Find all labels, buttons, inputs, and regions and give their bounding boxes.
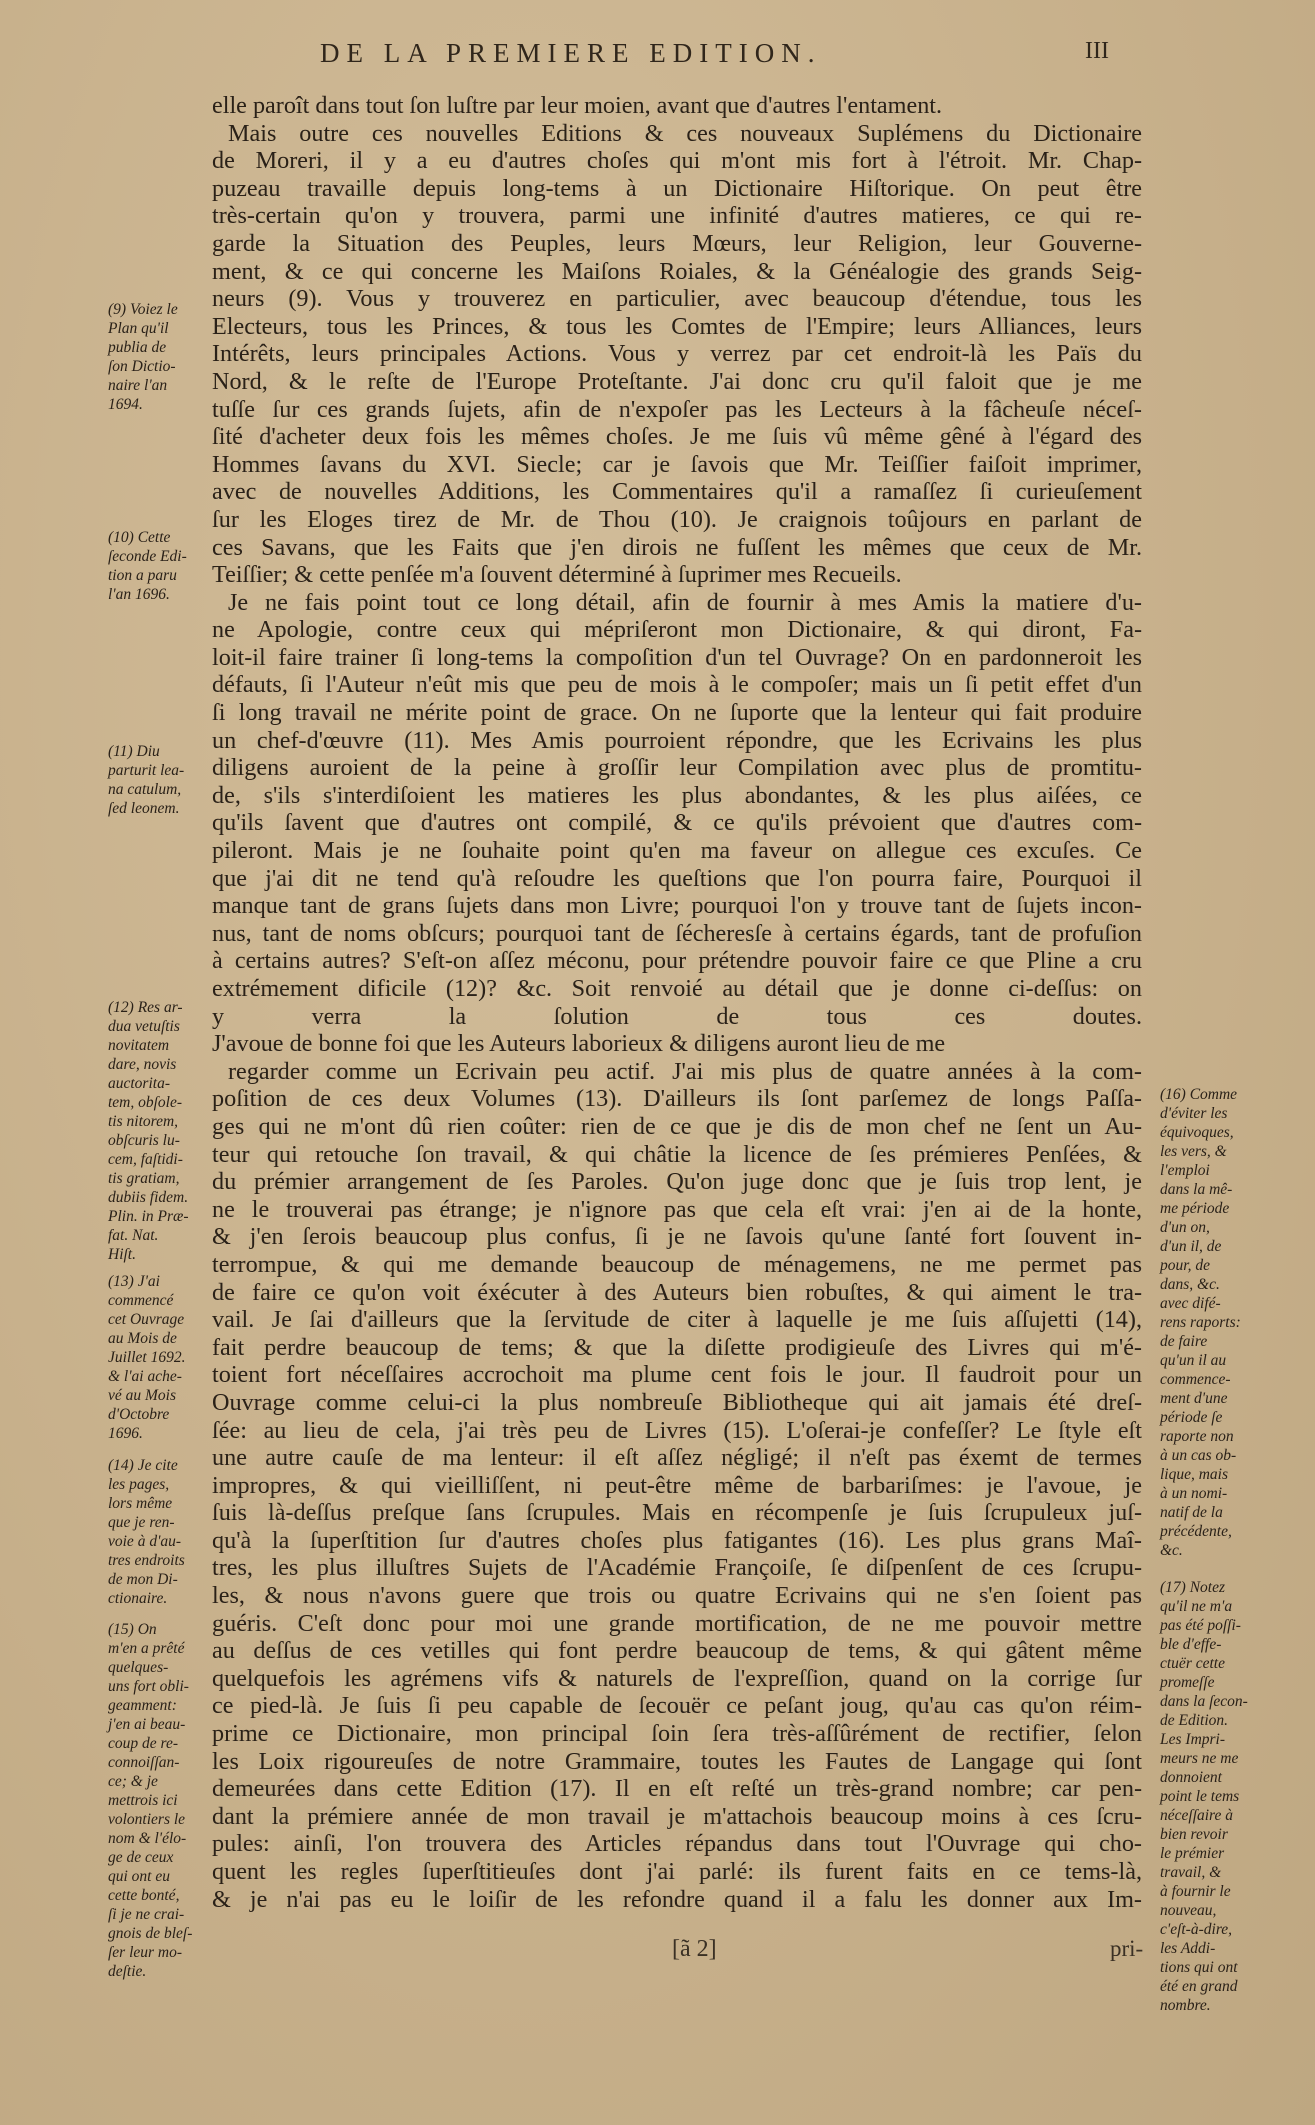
text-line: ſi long travail ne mérite point de grace. On ne ſuporte que la lenteur qui fait produire [212, 699, 1142, 727]
signature-mark: [ã 2] [672, 1936, 717, 1962]
text-line: neurs (9). Vous y trouverez en particulier, avec beaucoup d'étendue, tous les [212, 285, 1142, 313]
text-line: poſition de ces deux Volumes (13). D'ailleurs ils ſont parſemez de longs Paſſa- [212, 1085, 1142, 1113]
margin-note-line: (13) J'ai [108, 1273, 160, 1290]
margin-note-line: lique, mais [1160, 1466, 1229, 1483]
text-line: & j'en ſerois beaucoup plus confus, ſi je ne ſavois qu'une ſanté fort ſouvent in- [212, 1223, 1142, 1251]
margin-note-line: publia de [108, 339, 167, 356]
text-line: ne Apologie, contre ceux qui mépriſeront mon Dictionaire, & qui diront, Fa- [212, 616, 1142, 644]
margin-note-line: deſtie. [108, 1963, 147, 1980]
margin-note-line: d'Octobre [108, 1406, 170, 1423]
margin-note-line: (11) Diu [108, 743, 160, 760]
margin-note-line: 1694. [108, 396, 143, 413]
text-line: guéris. C'eſt donc pour moi une grande mortification, de ne me pouvoir mettre [212, 1609, 1142, 1637]
margin-note-line: ctuër cette [1160, 1655, 1225, 1672]
text-line: prime ce Dictionaire, mon principal ſoin ſera très-aſſûrément de rectifier, ſelon [212, 1720, 1142, 1748]
margin-note-line: & l'ai ache- [108, 1368, 182, 1385]
main-text-block [212, 92, 1142, 1913]
margin-note-line: cette bonté, [108, 1887, 180, 1904]
margin-note [108, 742, 204, 818]
text-line: Je ne fais point tout ce long détail, afin de fournir à mes Amis la matiere d'u- [228, 588, 1142, 616]
margin-note-line: ſeconde Edi- [108, 548, 187, 565]
margin-note-line: à fournir le [1160, 1883, 1231, 1900]
margin-note-line: nouveau, [1160, 1902, 1217, 1919]
margin-note-line: mettrois ici [108, 1792, 178, 1809]
margin-note-line: tions qui ont [1160, 1959, 1238, 1976]
text-line: y verra la ſolution de tous ces doutes. [212, 1002, 1142, 1030]
margin-note-line: meurs ne me [1160, 1750, 1239, 1767]
text-line: de Moreri, il y a eu d'autres choſes qui m'ont mis fort à l'étroit. Mr. Chap- [212, 147, 1142, 175]
margin-note-line: naire l'an [108, 377, 168, 394]
text-line: Mais outre ces nouvelles Editions & ces nouveaux Suplémens du Dictionaire [228, 119, 1142, 147]
margin-note [1160, 1085, 1256, 1560]
margin-note [108, 1272, 204, 1443]
margin-note-line: (12) Res ar- [108, 999, 183, 1016]
margin-note-line: parturit lea- [108, 762, 185, 779]
running-title: DE LA PREMIERE EDITION. [320, 38, 822, 68]
text-line: impropres, & qui vieilliſſent, ni peut-être même de barbariſmes: je l'avoue, je [212, 1471, 1142, 1499]
text-line: quent les regles ſuperſtitieuſes dont j'ai parlé: ils furent faits en ce tems-là, [212, 1858, 1142, 1885]
text-line: J'avoue de bonne foi que les Auteurs laborieux & diligens auront lieu de me [212, 1030, 946, 1058]
margin-note-line: nom & l'élo- [108, 1830, 187, 1847]
margin-note-line: été en grand [1160, 1978, 1238, 1995]
text-line: une autre cauſe de ma lenteur: il eſt aſſez négligé; il n'eſt pas éxemt de termes [212, 1444, 1142, 1472]
text-line: Nord, & le reſte de l'Europe Proteſtante. J'ai donc cru qu'il faloit que je me [212, 367, 1142, 395]
margin-note-line: novitatem [108, 1037, 170, 1054]
margin-note-line: ctionaire. [108, 1590, 168, 1607]
margin-note [108, 1456, 204, 1608]
margin-note-line: geamment: [108, 1697, 177, 1714]
text-line: ne le trouverai pas étrange; je n'ignore pas que cela eſt vrai: j'en ai de la honte, [212, 1195, 1142, 1223]
text-line: du prémier arrangement de ſes Paroles. Qu'on juge donc que je ſuis trop lent, je [212, 1168, 1142, 1196]
margin-note-line: le prémier [1160, 1845, 1225, 1862]
margin-note-line: ce; & je [108, 1773, 158, 1790]
margin-note-line: quelques- [108, 1659, 169, 1676]
catchword: pri- [1110, 1936, 1144, 1961]
margin-note-line: auctorita- [108, 1075, 170, 1092]
margin-note-line: équivoques, [1160, 1124, 1234, 1141]
text-line: de, s'ils s'interdiſoient les matieres les plus abondantes, & les plus aiſées, ce [212, 781, 1142, 809]
text-line: Ouvrage comme celui-ci la plus nombreuſe Bibliotheque qui ait jamais été dreſ- [212, 1388, 1142, 1416]
text-line: tuſſe ſur ces grands ſujets, afin de n'expoſer pas les Lecteurs à la fâcheuſe néceſ- [212, 395, 1142, 423]
margin-note-line: (16) Comme [1160, 1086, 1238, 1103]
text-line: diligens auroient de la peine à groſſir leur Compilation avec plus de promtitu- [212, 754, 1142, 782]
margin-note-line: j'en ai beau- [108, 1716, 186, 1733]
margin-note-line: l'an 1696. [108, 586, 170, 603]
margin-note-line: les Addi- [1160, 1940, 1216, 1957]
margin-note-line: dans la mê- [1160, 1181, 1233, 1198]
page-number: III [1085, 38, 1109, 64]
margin-note-line: commence- [1160, 1371, 1231, 1388]
margin-note-line: (10) Cette [108, 529, 171, 546]
margin-note-line: ſon Dictio- [108, 358, 176, 375]
text-line: ces Savans, que les Faits que j'en dirois ne fuſſent les mêmes que ceux de Mr. [212, 533, 1142, 561]
text-line: garde la Situation des Peuples, leurs Mœurs, leur Religion, leur Gouverne- [212, 229, 1142, 257]
text-line: ges qui ne m'ont dû rien coûter: rien de ce que je dis de mon chef ne ſent un Au- [212, 1112, 1142, 1140]
margin-note-line: coup de re- [108, 1735, 179, 1752]
margin-note-line: uns fort obli- [108, 1678, 189, 1695]
margin-note-line: avec difé- [1160, 1295, 1221, 1312]
margin-note-line: ſer leur mo- [108, 1944, 183, 1961]
margin-note-line: (17) Notez [1160, 1579, 1226, 1596]
margin-note-line: point le tems [1160, 1788, 1240, 1805]
margin-note-line: Plan qu'il [108, 320, 169, 337]
text-line: très-certain qu'on y trouvera, parmi une infinité d'autres matieres, ce qui re- [212, 202, 1142, 230]
margin-note-line: cem, faſtidi- [108, 1151, 183, 1168]
text-line: de faire ce qu'on voit éxécuter à des Auteurs bien robuſtes, & qui aiment le tra- [212, 1278, 1142, 1306]
margin-note-line: au Mois de [108, 1330, 177, 1347]
margin-note-line: d'éviter les [1160, 1105, 1228, 1122]
margin-note-line: ment d'une [1160, 1390, 1228, 1407]
margin-note-line: gnois de bleſ- [108, 1925, 193, 1942]
margin-note-line: les pages, [108, 1476, 170, 1493]
margin-note-line: dans la ſecon- [1160, 1693, 1248, 1710]
margin-note-line: voie à d'au- [108, 1533, 182, 1550]
margin-note-line: de faire [1160, 1333, 1208, 1350]
text-line: défauts, ſi l'Auteur n'eût mis que peu de mois à le compoſer; mais un ſi petit effet d'un [212, 671, 1142, 699]
text-line: à certains autres? S'eſt-on aſſez méconu, pour prétendre pouvoir faire ce que Pline a cru [212, 947, 1142, 975]
margin-note-line: tis nitorem, [108, 1113, 179, 1130]
margin-note-line: Hiſt. [108, 1246, 136, 1263]
text-line: regarder comme un Ecrivain peu actif. J'ai mis plus de quatre années à la com- [228, 1057, 1142, 1085]
margin-note-line: promeſſe [1160, 1674, 1215, 1691]
text-line: ſuis là-deſſus preſque ſans ſcrupules. Mais en récompenſe je ſuis ſcrupuleux juſ- [212, 1499, 1142, 1527]
text-line: Hommes ſavans du XVI. Siecle; car je ſavois que Mr. Teiſſier faiſoit imprimer, [212, 450, 1142, 478]
text-line: Electeurs, tous les Princes, & tous les Comtes de l'Empire; leurs Alliances, leurs [212, 312, 1142, 340]
text-line: tres, les plus illuſtres Sujets de l'Académie Françoiſe, ſe diſpenſent de ces ſcrupu- [212, 1554, 1142, 1582]
margin-note-line: bien revoir [1160, 1826, 1228, 1843]
margin-note-line: qui ont eu [108, 1868, 170, 1885]
margin-note-line: ble d'effe- [1160, 1636, 1222, 1653]
text-line: Intérêts, leurs principales Actions. Vous y verrez par cet endroit-là les Païs du [212, 340, 1142, 368]
margin-note [108, 998, 204, 1264]
text-line: terrompue, & qui me demande beaucoup de ménagemens, ne me permet pas [212, 1250, 1142, 1278]
margin-note [1160, 1578, 1256, 2015]
margin-note-line: Plin. in Præ- [108, 1208, 189, 1225]
margin-note-line: pour, de [1160, 1257, 1210, 1274]
text-line: ſée: au lieu de cela, j'ai très peu de Livres (15). L'oſerai-je confeſſer? Le ſtyle eſt [212, 1416, 1142, 1444]
margin-note [108, 528, 204, 604]
margin-note-line: ſed leonem. [108, 800, 180, 817]
text-line: avec de nouvelles Additions, les Commentaires qu'il a ramaſſez ſi curieuſement [212, 478, 1142, 506]
text-line: vail. Je ſai d'ailleurs que la ſervitude de citer à laquelle je me ſuis aſſujetti (14), [212, 1306, 1142, 1334]
margin-note-line: à un cas ob- [1160, 1447, 1237, 1464]
margin-note-line: fat. Nat. [108, 1227, 159, 1244]
margin-note-line: les vers, & [1160, 1143, 1227, 1160]
margin-note-line: néceſſaire à [1160, 1807, 1234, 1824]
margin-note-line: qu'il ne m'a [1160, 1598, 1233, 1615]
text-line: demeurées dans cette Edition (17). Il en eſt reſté un très-grand nombre; car pen- [212, 1775, 1142, 1803]
margin-note-line: donnoient [1160, 1769, 1222, 1786]
margin-note-line: (9) Voiez le [108, 301, 178, 318]
margin-note-line: dubiis fidem. [108, 1189, 189, 1206]
margin-note-line: cet Ouvrage [108, 1311, 185, 1328]
text-line: quelquefois les agrémens vifs & naturels de l'expreſſion, quand on la corrige ſur [212, 1664, 1142, 1692]
margin-note-line: tis gratiam, [108, 1170, 180, 1187]
margin-note-line: obſcuris lu- [108, 1132, 180, 1149]
margin-note-line: ſi je ne crai- [108, 1906, 185, 1923]
text-line: les, & nous n'avons guere que trois ou quatre Ecrivains qui ne s'en ſoient pas [212, 1582, 1142, 1610]
text-line: extrémement dificile (12)? &c. Soit renvoié au détail que je donne ci-deſſus: on [212, 975, 1142, 1002]
margin-note-line: que je ren- [108, 1514, 175, 1531]
margin-note-line: me période [1160, 1200, 1230, 1217]
text-line: les Loix rigoureuſes de notre Grammaire, toutes les Fautes de Langage qui ſont [212, 1747, 1142, 1775]
margin-note-line: connoiſſan- [108, 1754, 180, 1771]
text-line: nus, tant de noms obſcurs; pourquoi tant de ſécheresſe à certains égards, tant de profuſion [212, 919, 1142, 947]
text-line: & je n'ai pas eu le loiſir de les refondre quand il a falu les donner aux Im- [212, 1885, 1142, 1913]
margin-note-line: dans, &c. [1160, 1276, 1220, 1293]
margin-note-line: tem, obſole- [108, 1094, 183, 1111]
text-line: ce pied-là. Je ſuis ſi peu capable de ſecouër ce peſant joug, qu'au cas qu'on réim- [212, 1692, 1142, 1720]
margin-note-line: c'eſt-à-dire, [1160, 1921, 1233, 1938]
margin-note-line: na catulum, [108, 781, 182, 798]
text-line: puzeau travaille depuis long-tems à un Dictionaire Hiſtorique. On peut être [212, 174, 1142, 202]
margin-note-line: vé au Mois [108, 1387, 177, 1404]
margin-note-line: (14) Je cite [108, 1457, 178, 1474]
text-line: manque tant de grans ſujets dans mon Livre; pourquoi l'on y trouve tant de ſujets incon- [212, 892, 1142, 920]
margin-note-line: travail, & [1160, 1864, 1222, 1881]
margin-note-line: rens raports: [1160, 1314, 1241, 1331]
margin-note-line: commencé [108, 1292, 174, 1309]
margin-note [108, 300, 204, 414]
text-line: teur qui retouche ſon travail, & qui châtie la licence de ſes prémieres Penſées, & [212, 1140, 1142, 1168]
text-line: un chef-d'œuvre (11). Mes Amis pourroient répondre, que les Ecrivains les plus [212, 726, 1142, 754]
margin-note-line: tres endroits [108, 1552, 185, 1569]
text-line: fait perdre beaucoup de tems; & que la diſette prodigieuſe des Livres qui m'é- [212, 1333, 1142, 1361]
margin-note [108, 1620, 204, 1981]
margin-note-line: raporte non [1160, 1428, 1234, 1445]
text-line: toient fort néceſſaires accrochoit ma plume cent fois le jour. Il faudroit pour un [212, 1361, 1142, 1389]
text-line: ment, & ce qui concerne les Maiſons Roiales, & la Généalogie des grands Seig- [212, 257, 1142, 285]
margin-note-line: période ſe [1160, 1409, 1223, 1426]
text-line: qu'à la ſuperſtition ſur d'autres choſes plus fatigantes (16). Les plus grans Maî- [212, 1526, 1142, 1554]
margin-note-line: d'un il, de [1160, 1238, 1222, 1255]
text-line: Teiſſier; & cette penſée m'a ſouvent déterminé à ſuprimer mes Recueils. [212, 561, 902, 589]
margin-note-line: (15) On [108, 1621, 157, 1638]
text-line: ſité d'acheter deux fois les mêmes choſes. Je me ſuis vû même gêné à l'égard des [212, 423, 1142, 451]
margin-note-line: volontiers le [108, 1811, 186, 1828]
margin-note-line: Les Impri- [1160, 1731, 1226, 1748]
margin-note-line: natif de la [1160, 1504, 1223, 1521]
margin-note-line: de Edition. [1160, 1712, 1229, 1729]
margin-note-line: l'emploi [1160, 1162, 1210, 1179]
margin-note-line: 1696. [108, 1425, 143, 1442]
margin-note-line: d'un on, [1160, 1219, 1210, 1236]
margin-note-line: de mon Di- [108, 1571, 178, 1588]
text-line: pules: ainſi, l'on trouvera des Articles répandus dans tout l'Ouvrage qui cho- [212, 1830, 1142, 1858]
text-line: pileront. Mais je ne ſouhaite point qu'en ma faveur on allegue ces excuſes. Ce [212, 837, 1142, 865]
margin-note-line: dua vetuſtis [108, 1018, 180, 1035]
margin-note-line: lors même [108, 1495, 173, 1512]
text-line: elle paroît dans tout ſon luſtre par leur moien, avant que d'autres l'entament. [212, 92, 943, 119]
margin-note-line: nombre. [1160, 1997, 1211, 2014]
margin-note-line: à un nomi- [1160, 1485, 1228, 1502]
text-line: que j'ai dit ne tend qu'à reſoudre les queſtions que l'on pourra faire, Pourquoi il [212, 864, 1142, 892]
text-line: dant la prémiere année de mon travail je m'attachois beaucoup moins à ces ſcru- [212, 1802, 1142, 1830]
text-line: ſur les Eloges tirez de Mr. de Thou (10). Je craignois toûjours en parlant de [212, 505, 1142, 533]
margin-note-line: &c. [1160, 1542, 1183, 1559]
margin-note-line: Juillet 1692. [108, 1349, 186, 1366]
margin-note-line: précédente, [1160, 1523, 1232, 1540]
text-line: loit-il faire trainer ſi long-tems la compoſition d'un tel Ouvrage? On en pardonneroit les [212, 643, 1142, 671]
margin-note-line: qu'un il au [1160, 1352, 1227, 1369]
margin-note-line: m'en a prêté [108, 1640, 185, 1657]
margin-note-line: pas été poſſi- [1160, 1617, 1241, 1634]
margin-note-line: ge de ceux [108, 1849, 174, 1866]
margin-note-line: dare, novis [108, 1056, 177, 1073]
text-line: au deſſus de ces vetilles qui font perdre beaucoup de tems, & qui gâtent même [212, 1637, 1142, 1665]
text-line: qu'ils ſavent que d'autres ont compilé, & ce qu'ils prévoient que d'autres com- [212, 809, 1142, 837]
margin-note-line: tion a paru [108, 567, 177, 584]
